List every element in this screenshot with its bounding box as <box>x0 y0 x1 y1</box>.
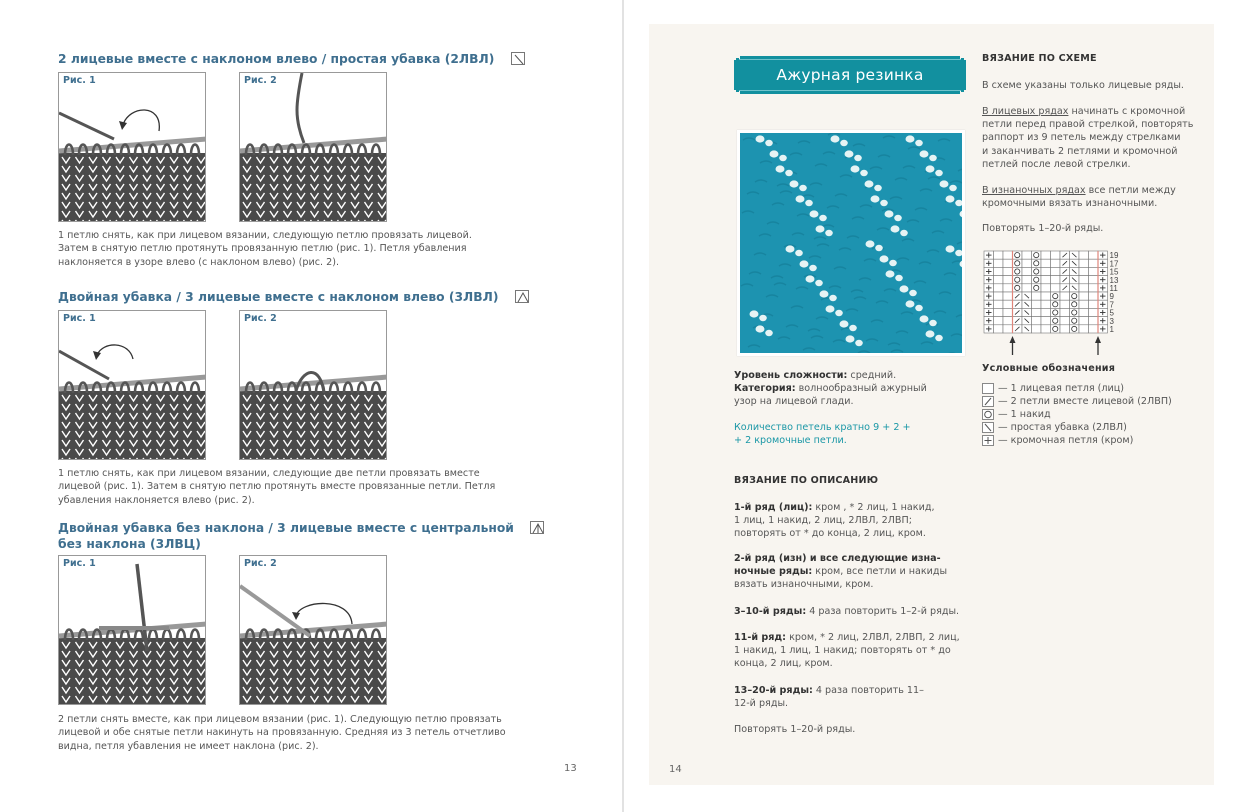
central-double-decrease-symbol-icon <box>530 521 544 534</box>
lace-hole <box>900 230 908 236</box>
lace-hole <box>820 290 829 297</box>
chart-cell <box>1060 292 1070 300</box>
rows-13-20-instructions: 13–20-й ряды: 4 раза повторить 11– 12-й ряды. <box>734 685 924 710</box>
description-3lvc: 2 петли снять вместе, как при лицевом вязании (рис. 1). Следующую петлю провязать лицевой и обе снятые петли накинуть на провязанную. Средняя из 3 петель отчетливо видна, петля убавления не имеет наклона (рис. 2). <box>58 714 506 752</box>
lace-hole <box>810 210 819 217</box>
chart-cell <box>1022 276 1032 284</box>
lace-hole <box>929 320 937 326</box>
chart-cell <box>1098 325 1108 333</box>
knit-stitch-symbol-icon <box>982 383 994 394</box>
chart-cell <box>1013 325 1023 333</box>
chart-cell <box>1041 308 1051 316</box>
lace-hole <box>756 325 765 332</box>
arrow-head-icon <box>1010 336 1016 343</box>
chart-cell <box>1089 284 1099 292</box>
chart-cell <box>1003 267 1013 275</box>
lace-hole <box>846 335 855 342</box>
chart-cell <box>1041 325 1051 333</box>
lace-hole <box>779 155 787 161</box>
legend-item: — кромочная петля (кром) <box>982 435 1133 446</box>
chart-cell <box>984 284 994 292</box>
chart-row-number: 9 <box>1109 292 1114 302</box>
chart-cell <box>1022 251 1032 259</box>
chart-cell <box>1013 267 1023 275</box>
lace-hole <box>759 315 767 321</box>
legend-heading: Условные обозначения <box>982 363 1116 374</box>
chart-cell <box>1032 317 1042 325</box>
chart-row-number: 1 <box>1109 325 1114 334</box>
chart-cell <box>1003 317 1013 325</box>
chart-cell <box>1070 251 1080 259</box>
left-page <box>0 0 622 812</box>
chart-cell <box>1003 251 1013 259</box>
lace-hole <box>819 215 827 221</box>
lace-hole <box>786 245 795 252</box>
chart-cell <box>984 267 994 275</box>
row-1-instructions: 1-й ряд (лиц): кром , * 2 лиц, 1 накид, 1 лиц, 1 накид, 2 лиц, 2ЛВЛ, 2ЛВП; повторять от * до конца, 2 лиц, кром. <box>734 502 935 540</box>
chart-cell <box>1051 317 1061 325</box>
chart-cell <box>1089 276 1099 284</box>
lace-hole <box>866 240 875 247</box>
chart-cell <box>1003 284 1013 292</box>
knitting-illustration <box>240 556 387 705</box>
pattern-sheet <box>649 24 1214 785</box>
right-side-rows-note: В лицевых рядах начинать с кромочной петли перед правой стрелкой, повторять раппорт из 9 петель между стрелками и заканчивать 2 петлями и кромочной петлей после левой стрелки. <box>982 106 1194 170</box>
lace-hole <box>750 310 759 317</box>
description-3lvl: 1 петлю снять, как при лицевом вязании, следующие две петли провязать вместе лицевой (рис. 1). Затем в снятую петлю протянуть вместе провязанные петли. Петля убавления наклоняется влево (рис. 2). <box>58 468 496 506</box>
chart-cell <box>1070 292 1080 300</box>
lace-hole <box>809 265 817 271</box>
chart-cell <box>1079 292 1089 300</box>
lace-hole <box>854 155 862 161</box>
chart-cell <box>1089 308 1099 316</box>
lace-hole <box>855 340 863 346</box>
lace-hole <box>796 195 805 202</box>
chart-cell <box>1041 276 1051 284</box>
lace-hole <box>815 280 823 286</box>
rows-3-10-instructions: 3–10-й ряды: 4 раза повторить 1–2-й ряды. <box>734 606 960 617</box>
chart-cell <box>1060 317 1070 325</box>
knitting-chart <box>982 249 1132 359</box>
lace-hole <box>756 135 765 142</box>
chart-cell <box>1079 308 1089 316</box>
chart-cell <box>1051 325 1061 333</box>
chart-cell <box>1032 276 1042 284</box>
lace-hole <box>826 305 835 312</box>
lace-hole <box>765 330 773 336</box>
chart-row-number: 3 <box>1109 316 1114 326</box>
knitting-illustration <box>59 556 206 705</box>
row-2-instructions: 2-й ряд (изн) и все следующие изна- ночные ряды: кром, все петли и накиды вязать изнаночными, кром. <box>734 553 948 591</box>
stitch-count: Количество петель кратно 9 + 2 + + 2 кромочные петли. <box>734 422 911 447</box>
chart-cell <box>994 276 1004 284</box>
chart-cell <box>1060 276 1070 284</box>
chart-cell <box>1098 300 1108 308</box>
lace-hole <box>906 135 915 142</box>
pattern-title: Ажурная резинка <box>776 66 924 84</box>
chart-cell <box>984 308 994 316</box>
legend-item: — 1 лицевая петля (лиц) <box>982 383 1124 394</box>
chart-cell <box>1003 259 1013 267</box>
chart-cell <box>1070 259 1080 267</box>
chart-cell <box>994 267 1004 275</box>
chart-cell <box>1070 276 1080 284</box>
chart-cell <box>1079 251 1089 259</box>
lace-hole <box>906 300 915 307</box>
chart-row-number: 13 <box>1109 275 1119 285</box>
chart-cell <box>1041 317 1051 325</box>
ssk-symbol-icon <box>982 422 994 433</box>
chart-cell <box>1098 292 1108 300</box>
lace-hole <box>845 150 854 157</box>
chart-row-number: 19 <box>1109 251 1119 261</box>
lace-hole <box>875 245 883 251</box>
lace-hole <box>849 325 857 331</box>
lace-hole <box>840 320 849 327</box>
chart-cell <box>1060 259 1070 267</box>
chart-cell <box>1098 284 1108 292</box>
lace-hole <box>885 210 894 217</box>
chart-cell <box>1079 325 1089 333</box>
chart-cell <box>1032 284 1042 292</box>
chart-cell <box>1032 325 1042 333</box>
chart-cell <box>1070 325 1080 333</box>
lace-hole <box>874 185 882 191</box>
chart-cell <box>1070 284 1080 292</box>
lace-hole <box>825 230 833 236</box>
chart-cell <box>984 317 994 325</box>
chart-cell <box>1041 300 1051 308</box>
chart-cell <box>1070 317 1080 325</box>
knitting-illustration <box>59 311 206 460</box>
lace-hole <box>935 170 943 176</box>
lace-hole <box>935 335 943 341</box>
lace-hole <box>909 290 917 296</box>
lace-hole <box>889 260 897 266</box>
figure-3lvl-1: Рис. 1 <box>58 310 206 460</box>
chart-cell <box>1098 317 1108 325</box>
row-11-instructions: 11-й ряд: кром, * 2 лиц, 2ЛВЛ, 2ЛВП, 2 лиц, 1 накид, 1 лиц, 1 накид; повторять от * до конца, 2 лиц, кром. <box>734 632 960 670</box>
lace-hole <box>880 255 889 262</box>
chart-cell <box>994 292 1004 300</box>
chart-cell <box>1089 292 1099 300</box>
chart-cell <box>1051 267 1061 275</box>
lace-hole <box>891 225 900 232</box>
chart-cell <box>1022 292 1032 300</box>
edge-stitch-symbol-icon <box>982 435 994 446</box>
chart-row-number: 15 <box>1109 267 1119 277</box>
chart-cell <box>994 300 1004 308</box>
lace-hole <box>955 200 963 206</box>
chart-cell <box>1060 300 1070 308</box>
chart-cell <box>1079 317 1089 325</box>
chart-cell <box>1013 251 1023 259</box>
chart-cell <box>1051 259 1061 267</box>
lace-hole <box>765 140 773 146</box>
chart-cell <box>1022 317 1032 325</box>
figure-3lvc-1: Рис. 1 <box>58 555 206 705</box>
chart-cell <box>994 259 1004 267</box>
chart-cell <box>1032 251 1042 259</box>
chart-cell <box>1089 251 1099 259</box>
lace-hole <box>805 200 813 206</box>
chart-cell <box>1003 276 1013 284</box>
chart-cell <box>1089 325 1099 333</box>
pattern-info: Уровень сложности: средний. Категория: волнообразный ажурный узор на лицевой глади. <box>734 370 927 408</box>
chart-cell <box>1013 308 1023 316</box>
chart-row-number: 17 <box>1109 259 1119 269</box>
lace-hole <box>865 180 874 187</box>
chart-cell <box>994 325 1004 333</box>
chart-cell <box>1022 308 1032 316</box>
wrong-side-rows-note: В изнаночных рядах все петли между кромочными вязать изнаночными. <box>982 185 1176 210</box>
page-number: 13 <box>564 763 577 774</box>
lace-hole <box>860 170 868 176</box>
lace-hole <box>776 165 785 172</box>
figure-3lvl-2: Рис. 2 <box>239 310 387 460</box>
lace-hole <box>915 140 923 146</box>
chart-cell <box>1060 267 1070 275</box>
chart-cell <box>994 317 1004 325</box>
knitting-illustration <box>240 73 387 222</box>
legend-item: — простая убавка (2ЛВЛ) <box>982 422 1127 433</box>
chart-cell <box>1022 284 1032 292</box>
chart-cell <box>1079 300 1089 308</box>
lace-hole <box>946 195 955 202</box>
lace-hole <box>940 180 949 187</box>
chart-cell <box>1089 267 1099 275</box>
by-description-heading: ВЯЗАНИЕ ПО ОПИСАНИЮ <box>734 475 879 486</box>
chart-cell <box>1079 259 1089 267</box>
lace-hole <box>915 305 923 311</box>
chart-cell <box>1013 292 1023 300</box>
chart-cell <box>1013 276 1023 284</box>
yarn-over-symbol-icon <box>982 409 994 420</box>
repeat-note: Повторять 1–20-й ряды. <box>734 724 856 735</box>
chart-cell <box>1003 325 1013 333</box>
chart-cell <box>1041 284 1051 292</box>
lace-hole <box>790 180 799 187</box>
chart-cell <box>1098 259 1108 267</box>
double-decrease-left-symbol-icon <box>515 290 529 303</box>
lace-hole <box>895 275 903 281</box>
chart-cell <box>1060 308 1070 316</box>
chart-cell <box>1060 325 1070 333</box>
right-page <box>624 0 1246 812</box>
chart-cell <box>1089 259 1099 267</box>
lace-hole <box>894 215 902 221</box>
lace-hole <box>955 250 963 256</box>
chart-cell <box>1032 267 1042 275</box>
knitted-swatch-photo <box>737 130 965 356</box>
section-title-3lvl: Двойная убавка / 3 лицевые вместе с наклоном влево (3ЛВЛ) <box>58 289 529 305</box>
chart-cell <box>1051 292 1061 300</box>
chart-cell <box>1003 300 1013 308</box>
lace-hole <box>946 245 955 252</box>
chart-repeat-note: Повторять 1–20-й ряды. <box>982 223 1104 234</box>
lace-hole <box>816 225 825 232</box>
chart-cell <box>1098 251 1108 259</box>
chart-cell <box>1041 292 1051 300</box>
chart-cell <box>1032 308 1042 316</box>
chart-cell <box>984 259 994 267</box>
chart-cell <box>1051 251 1061 259</box>
figure-3lvc-2: Рис. 2 <box>239 555 387 705</box>
chart-cell <box>1022 259 1032 267</box>
pattern-title-banner <box>734 56 966 94</box>
chart-cell <box>994 251 1004 259</box>
figure-2lvl-1: Рис. 1 <box>58 72 206 222</box>
knitting-illustration <box>240 311 387 460</box>
lace-hole <box>806 275 815 282</box>
chart-cell <box>1098 308 1108 316</box>
chart-cell <box>1051 284 1061 292</box>
lace-hole <box>920 315 929 322</box>
chart-cell <box>1079 276 1089 284</box>
lace-hole <box>871 195 880 202</box>
lace-hole <box>785 170 793 176</box>
chart-cell <box>984 325 994 333</box>
chart-cell <box>1022 267 1032 275</box>
chart-cell <box>1013 317 1023 325</box>
chart-cell <box>1098 276 1108 284</box>
lace-hole <box>829 295 837 301</box>
chart-cell <box>1041 251 1051 259</box>
lace-hole <box>840 140 848 146</box>
chart-cell <box>984 300 994 308</box>
lace-hole <box>880 200 888 206</box>
chart-cell <box>994 284 1004 292</box>
chart-cell <box>1079 284 1089 292</box>
chart-cell <box>1070 308 1080 316</box>
chart-cell <box>1032 300 1042 308</box>
chart-row-number: 7 <box>1109 300 1114 310</box>
knitting-illustration <box>59 73 206 222</box>
chart-cell <box>1060 284 1070 292</box>
chart-cell <box>1079 267 1089 275</box>
chart-cell <box>1041 259 1051 267</box>
chart-cell <box>1041 267 1051 275</box>
lace-hole <box>800 260 809 267</box>
lace-hole <box>795 250 803 256</box>
chart-cell <box>1022 325 1032 333</box>
chart-cell <box>1003 308 1013 316</box>
section-title-2lvl: 2 лицевые вместе с наклоном влево / простая убавка (2ЛВЛ) <box>58 51 525 67</box>
page-number: 14 <box>669 764 682 775</box>
lace-hole <box>851 165 860 172</box>
chart-cell <box>1060 251 1070 259</box>
lace-hole <box>770 150 779 157</box>
chart-cell <box>1003 292 1013 300</box>
chart-intro: В схеме указаны только лицевые ряды. <box>982 80 1184 91</box>
chart-cell <box>1051 276 1061 284</box>
lace-hole <box>929 155 937 161</box>
simple-decrease-symbol-icon <box>511 52 525 65</box>
legend-item: — 1 накид <box>982 409 1051 420</box>
arrow-head-icon <box>1095 336 1101 343</box>
chart-cell <box>1051 300 1061 308</box>
lace-hole <box>835 310 843 316</box>
chart-cell <box>1051 308 1061 316</box>
chart-cell <box>1089 317 1099 325</box>
legend-item: — 2 петли вместе лицевой (2ЛВП) <box>982 396 1172 407</box>
lace-hole <box>886 270 895 277</box>
description-2lvl: 1 петлю снять, как при лицевом вязании, следующую петлю провязать лицевой. Затем в снятую петлю протянуть провязанную петлю (рис. 1). Петля убавления наклоняется в узоре влево (с наклоном влево) (рис. 2). <box>58 230 472 268</box>
lace-hole <box>926 330 935 337</box>
chart-cell <box>1070 267 1080 275</box>
chart-cell <box>1013 300 1023 308</box>
chart-cell <box>1013 284 1023 292</box>
chart-cell <box>1098 267 1108 275</box>
lace-hole <box>831 135 840 142</box>
chart-cell <box>984 276 994 284</box>
lace-hole <box>900 285 909 292</box>
chart-cell <box>994 308 1004 316</box>
k2tog-symbol-icon <box>982 396 994 407</box>
chart-cell <box>1032 292 1042 300</box>
chart-row-number: 11 <box>1109 284 1118 293</box>
lace-hole <box>949 185 957 191</box>
section-title-3lvc: Двойная убавка без наклона / 3 лицевые вместе с центральной без наклона (3ЛВЦ) <box>58 520 544 552</box>
chart-cell <box>1013 259 1023 267</box>
chart-row-number: 5 <box>1109 308 1114 318</box>
chart-cell <box>1022 300 1032 308</box>
chart-cell <box>1089 300 1099 308</box>
figure-2lvl-2: Рис. 2 <box>239 72 387 222</box>
chart-cell <box>1070 300 1080 308</box>
chart-cell <box>1032 259 1042 267</box>
chart-cell <box>984 251 994 259</box>
lace-hole <box>926 165 935 172</box>
lace-hole <box>799 185 807 191</box>
chart-cell <box>984 292 994 300</box>
by-chart-heading: ВЯЗАНИЕ ПО СХЕМЕ <box>982 53 1097 64</box>
lace-hole <box>920 150 929 157</box>
